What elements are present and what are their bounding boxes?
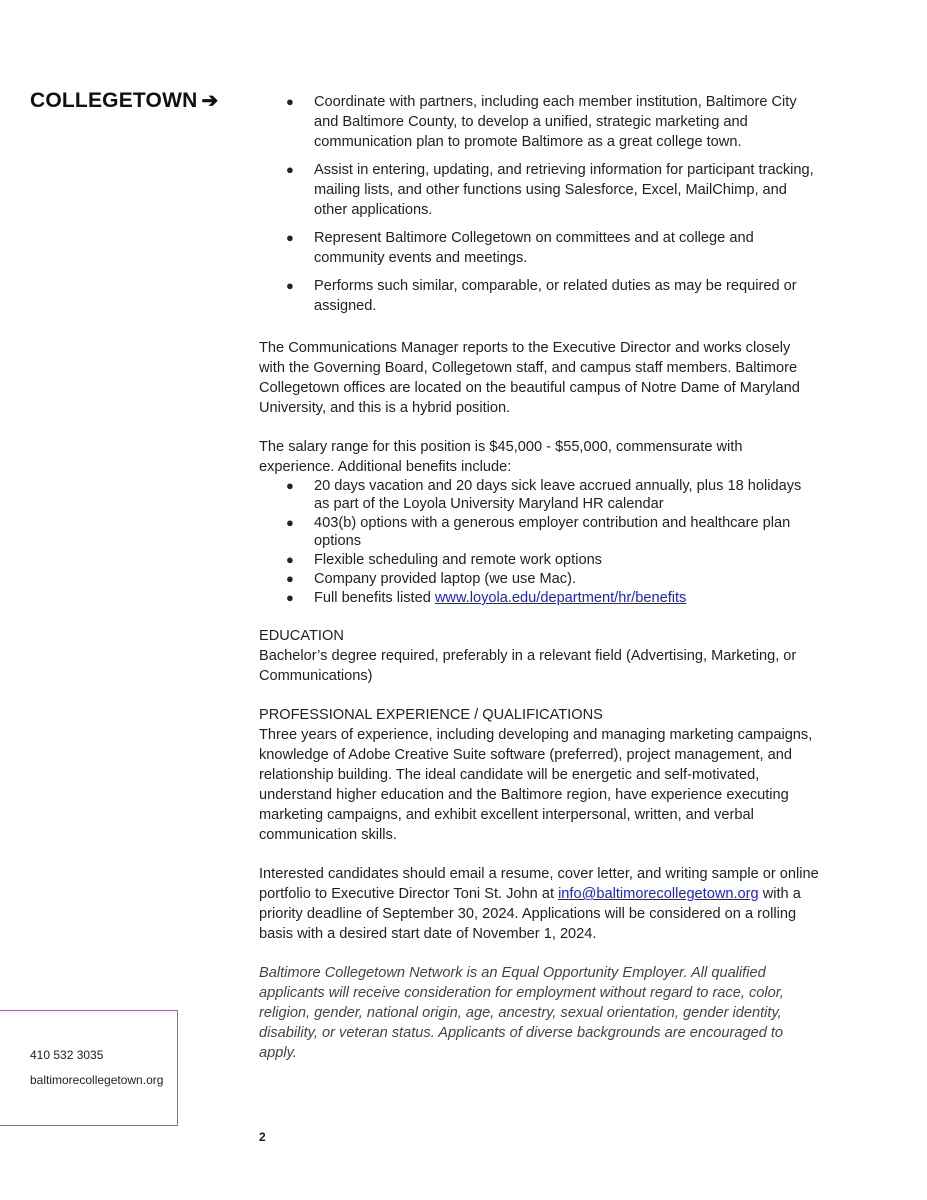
bullet-icon: ● (286, 162, 294, 177)
email-link[interactable]: info@baltimorecollegetown.org (558, 886, 759, 902)
list-item: ● Flexible scheduling and remote work options (286, 552, 602, 568)
footer-website: baltimorecollegetown.org (30, 1073, 164, 1087)
education-heading: EDUCATION (259, 628, 344, 644)
bullet-icon: ● (286, 515, 294, 530)
benefits-link[interactable]: www.loyola.edu/department/hr/benefits (434, 590, 687, 606)
document-body (259, 92, 819, 1063)
bullet-icon: ● (286, 478, 294, 493)
bullet-icon: ● (286, 571, 294, 586)
list-item: ● Coordinate with partners, including each member institution, Baltimore City and Baltimore County, to develop a unified, strategic marketing and communication plan to promote Baltimore as a great college town. (286, 94, 797, 150)
list-item: ● Performs such similar, comparable, or related duties as may be required or assigned. (286, 278, 797, 314)
apply-paragraph: Interested candidates should email a resume, cover letter, and writing sample or online portfolio to Executive Director Toni St. John at info@baltimorecollegetown.org with a priority deadline of September 30, 2024. Applications will be considered on a rolling basis with a desired start date of November 1, 2024. (259, 866, 819, 942)
eeo-statement: Baltimore Collegetown Network is an Equal Opportunity Employer. All qualified applicants will receive consideration for employment without regard to race, color, religion, gender, national origin, age, ancestry, sexual orientation, gender identity, disability, or veteran status. Applicants of diverse backgrounds are encouraged to apply. (259, 965, 784, 1061)
salary-paragraph: The salary range for this position is $45,000 - $55,000, commensurate with experience. Additional benefits include: (259, 439, 743, 475)
page-number: 2 (259, 1130, 266, 1144)
duties-list (259, 92, 819, 316)
bullet-icon: ● (286, 278, 294, 293)
list-item: ● Full benefits listed www.loyola.edu/department/hr/benefits (286, 590, 687, 606)
footer-contact-box (0, 1010, 178, 1126)
list-item: ● Assist in entering, updating, and retrieving information for participant tracking, mailing lists, and other functions using Salesforce, Excel, MailChimp, and other applications. (286, 162, 814, 218)
list-item: ● Company provided laptop (we use Mac). (286, 571, 577, 587)
list-item: ● Represent Baltimore Collegetown on committees and at college and community events and meetings. (286, 230, 754, 266)
bullet-icon: ● (286, 590, 294, 605)
experience-text: Three years of experience, including developing and managing marketing campaigns, knowledge of Adobe Creative Suite software (preferred), project management, and relationship building. The ideal candidate will be energetic and self-motivated, understand higher education and the Baltimore region, have experience executing marketing campaigns, and exhibit excellent interpersonal, written, and verbal communication skills. (259, 727, 813, 843)
logo-text: COLLEGETOWN (30, 88, 198, 112)
list-item: ● 20 days vacation and 20 days sick leave accrued annually, plus 18 holidays as part of the Loyola University Maryland HR calendar (286, 478, 802, 512)
collegetown-logo (30, 88, 218, 113)
bullet-icon: ● (286, 552, 294, 567)
arrow-right-icon: ➔ (201, 90, 219, 112)
reporting-paragraph: The Communications Manager reports to the Executive Director and works closely with the Governing Board, Collegetown staff, and campus staff members. Baltimore Collegetown offices are located on the beautiful campus of Notre Dame of Maryland University, and this is a hybrid position. (259, 340, 800, 416)
footer-phone: 410 532 3035 (30, 1048, 104, 1062)
bullet-icon: ● (286, 230, 294, 245)
benefits-list (259, 477, 819, 607)
bullet-icon: ● (286, 94, 294, 109)
education-text: Bachelor’s degree required, preferably in a relevant field (Advertising, Marketing, or Communications) (259, 648, 797, 684)
list-item: ● 403(b) options with a generous employer contribution and healthcare plan options (286, 515, 791, 549)
experience-heading: PROFESSIONAL EXPERIENCE / QUALIFICATIONS (259, 707, 603, 723)
